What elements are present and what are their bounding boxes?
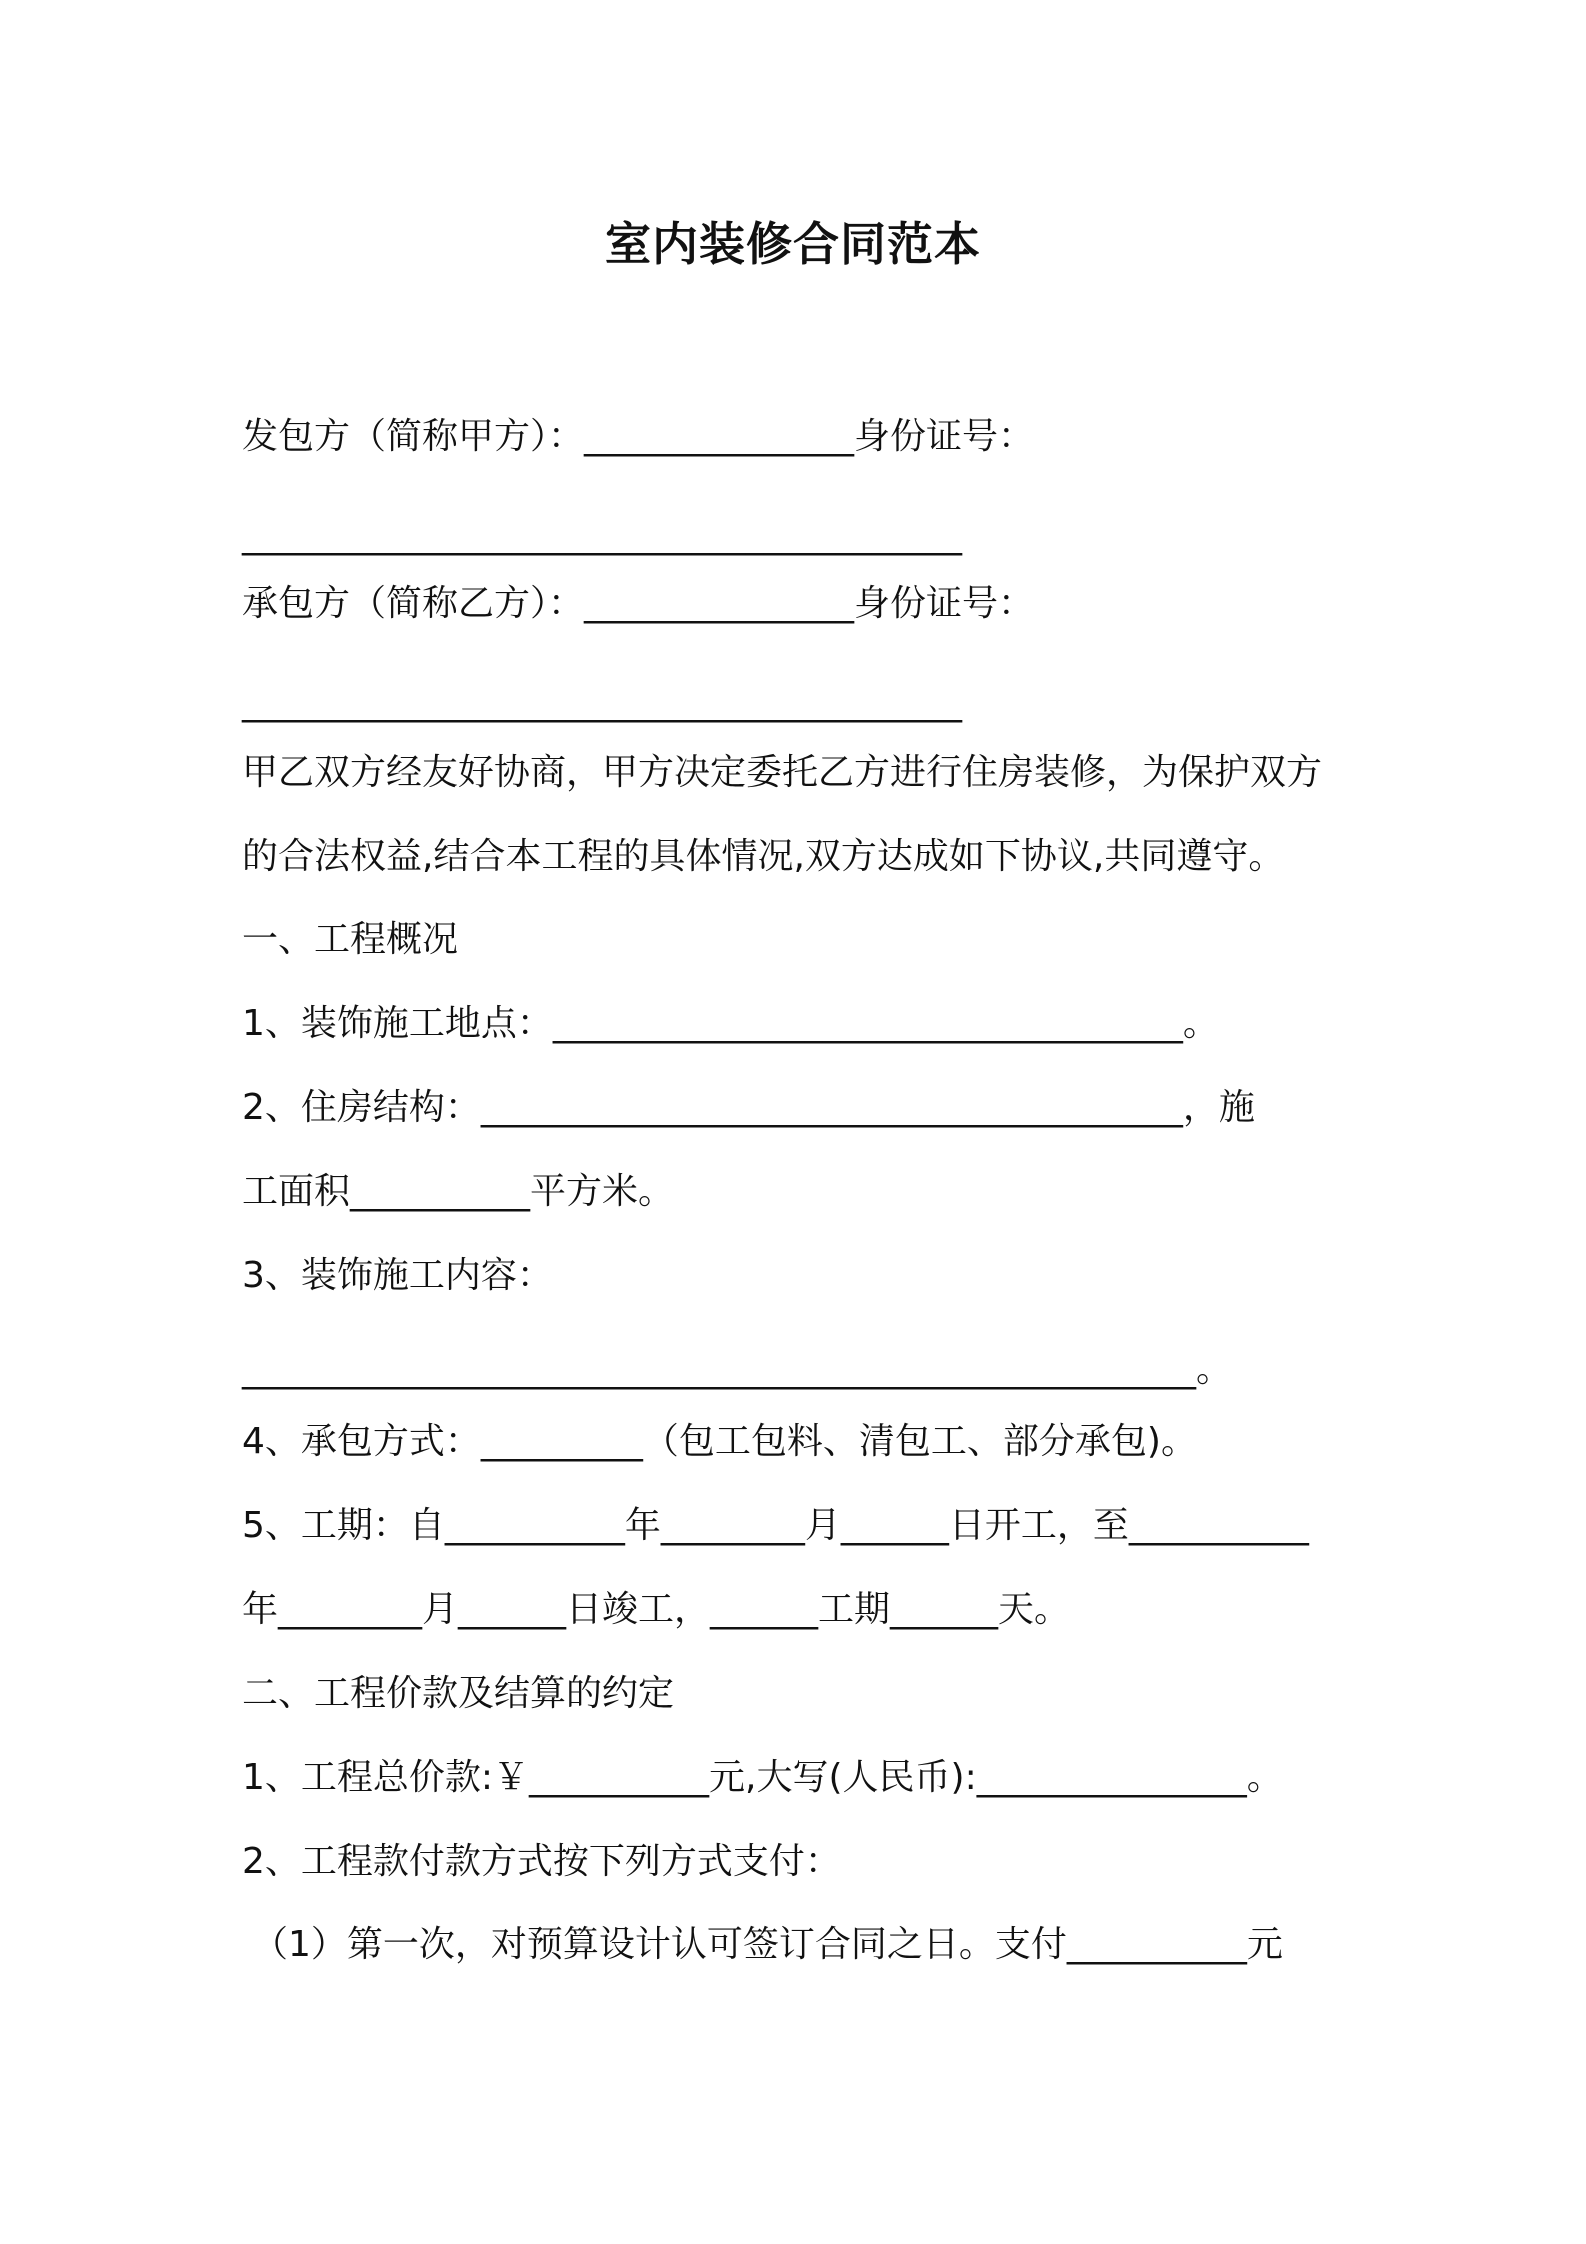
- party-a-line: 发包方（简称甲方）：_______________身份证号：: [242, 416, 1035, 457]
- party-b-id-blank: ________________________________________: [242, 682, 962, 723]
- section-2-heading: 二、工程价款及结算的约定: [242, 1673, 675, 1714]
- clause-1-2: 2、住房结构：_______________________________________，施: [242, 1087, 1255, 1128]
- clause-1-5-cont: 年________月______日竣工，______工期______天。: [242, 1589, 1071, 1630]
- party-b-line: 承包方（简称乙方）：_______________身份证号：: [242, 583, 1035, 624]
- clause-2-2: 2、工程款付款方式按下列方式支付：: [242, 1841, 841, 1882]
- clause-2-1: 1、工程总价款:￥__________元,大写(人民币):_______________。: [242, 1757, 1283, 1798]
- clause-1-3: 3、装饰施工内容：: [242, 1255, 553, 1296]
- document-title: 室内装修合同范本: [605, 217, 981, 271]
- clause-1-3-blank: _____________________________________________________。: [242, 1349, 1232, 1390]
- section-1-heading: 一、工程概况: [242, 919, 459, 960]
- clause-2-2-1: （1）第一次，对预算设计认可签订合同之日。支付__________元: [252, 1924, 1283, 1965]
- clause-1-4: 4、承包方式：_________（包工包料、清包工、部分承包)。: [242, 1421, 1197, 1462]
- intro-paragraph-line-2: 的合法权益,结合本工程的具体情况,双方达成如下协议,共同遵守。: [242, 836, 1285, 877]
- clause-1-5: 5、工期：自__________年________月______日开工，至__________: [242, 1505, 1309, 1546]
- clause-1-1: 1、装饰施工地点：___________________________________。: [242, 1003, 1219, 1044]
- party-a-id-blank: ________________________________________: [242, 515, 962, 556]
- intro-paragraph-line-1: 甲乙双方经友好协商，甲方决定委托乙方进行住房装修，为保护双方: [242, 752, 1323, 793]
- clause-1-2-cont: 工面积__________平方米。: [242, 1171, 675, 1212]
